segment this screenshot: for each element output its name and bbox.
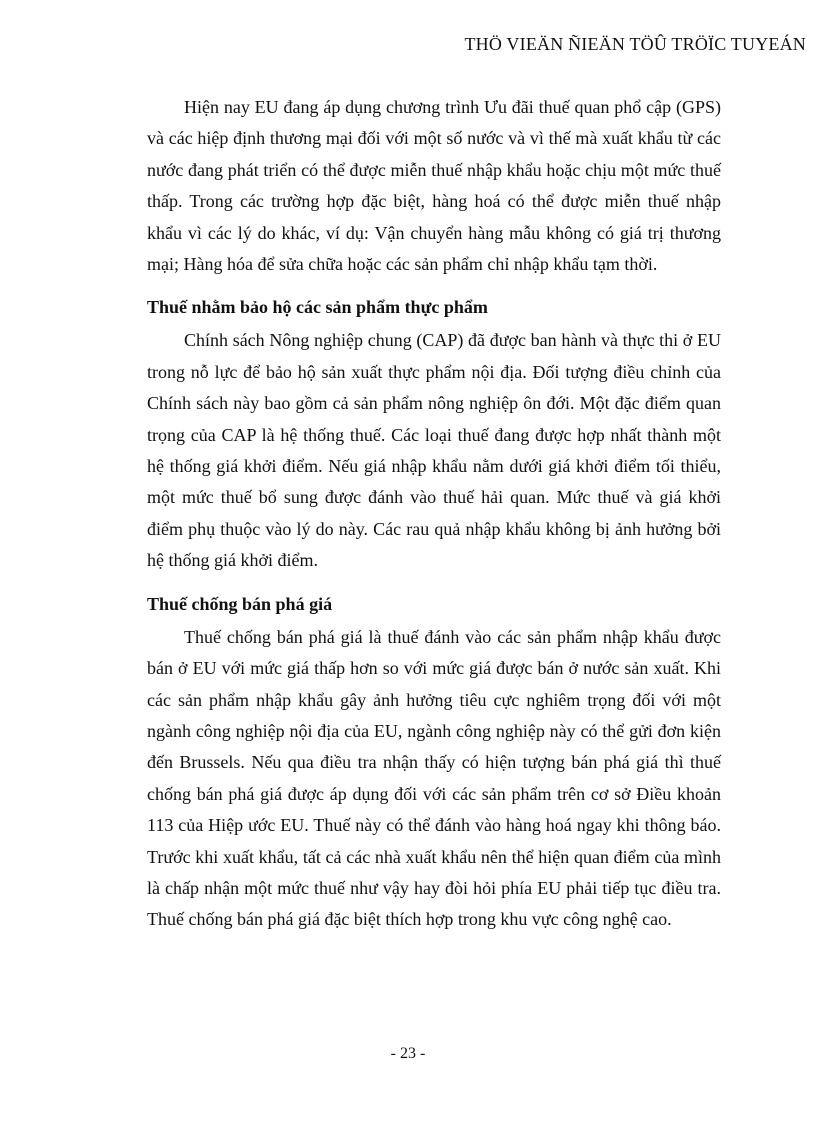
section-heading-anti-dumping: Thuế chống bán phá giá [147,593,333,614]
document-body [147,92,721,936]
section-heading-food-protection: Thuế nhằm bảo hộ các sản phẩm thực phẩm [147,297,488,318]
paragraph-cap: Chính sách Nông nghiệp chung (CAP) đã được ban hành và thực thi ở EU trong nỗ lực để bảo hộ sản xuất thực phẩm nội địa. Đối tượng điều chỉnh của Chính sách này bao gồm cả sản phẩm nông nghiệp ôn đới. Một đặc điểm quan trọng của CAP là hệ thống thuế. Các loại thuế đang được hợp nhất thành một hệ thống giá khởi điểm. Nếu giá nhập khẩu nằm dưới giá khởi điểm tối thiểu, một mức thuế bổ sung được đánh vào thuế hải quan. Mức thuế và giá khởi điểm phụ thuộc vào lý do này. Các rau quả nhập khẩu không bị ảnh hưởng bởi hệ thống giá khởi điểm. [147,330,721,571]
paragraph-anti-dumping: Thuế chống bán phá giá là thuế đánh vào các sản phẩm nhập khẩu được bán ở EU với mức giá thấp hơn so với mức giá được bán ở nước sản xuất. Khi các sản phẩm nhập khẩu gây ảnh hưởng tiêu cực nghiêm trọng đối với một ngành công nghiệp nội địa của EU, ngành công nghiệp này có thể gửi đơn kiện đến Brussels. Nếu qua điều tra nhận thấy có hiện tượng bán phá giá thì thuế chống bán phá giá được áp dụng đối với các sản phẩm trên cơ sở Điều khoản 113 của Hiệp ước EU. Thuế này có thể đánh vào hàng hoá ngay khi thông báo. Trước khi xuất khẩu, tất cả các nhà xuất khẩu nên thể hiện quan điểm của mình là chấp nhận một mức thuế như vậy hay đòi hỏi phía EU phải tiếp tục điều tra. Thuế chống bán phá giá đặc biệt thích hợp trong khu vực công nghệ cao. [147,626,721,930]
paragraph-gsp: Hiện nay EU đang áp dụng chương trình Ưu đãi thuế quan phổ cập (GPS) và các hiệp định thương mại đối với một số nước và vì thế mà xuất khẩu từ các nước đang phát triển có thể được miễn thuế nhập khẩu hoặc chịu một mức thuế thấp. Trong các trường hợp đặc biệt, hàng hoá có thể được miễn thuế nhập khẩu vì các lý do khác, ví dụ: Vận chuyển hàng mẫu không có giá trị thương mại; Hàng hóa để sửa chữa hoặc các sản phẩm chỉ nhập khẩu tạm thời. [147,97,721,275]
running-header: THÖ VIEÄN ÑIEÄN TÖÛ TRÖÏC TUYEÁN [464,34,806,54]
page-number: - 23 - [390,1045,426,1062]
